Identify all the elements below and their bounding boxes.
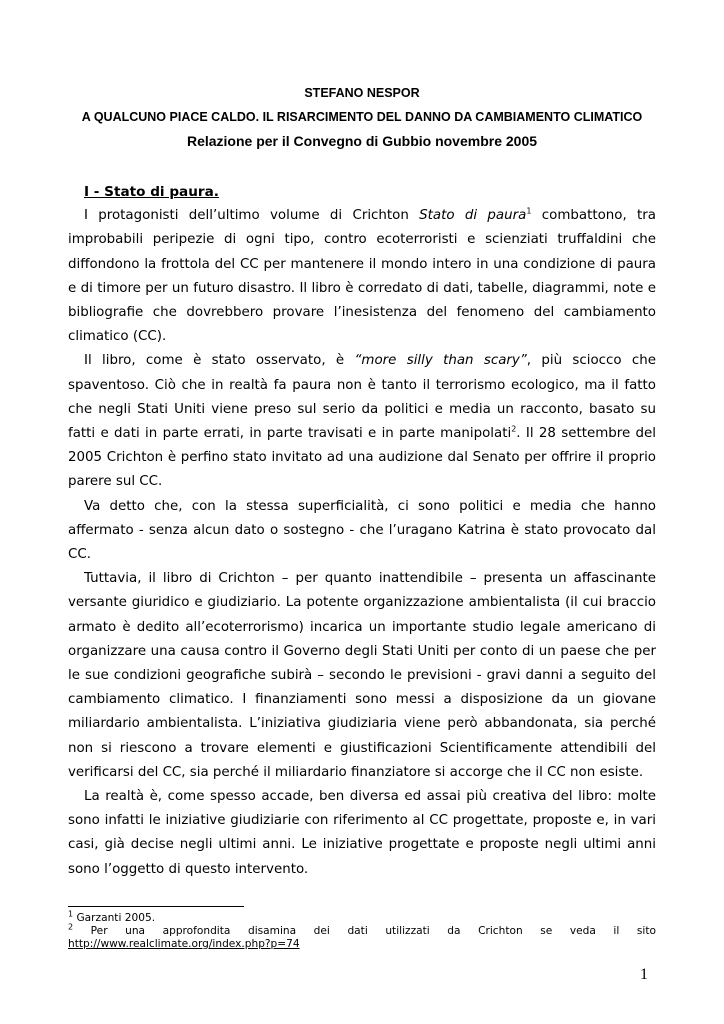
document-subtitle: Relazione per il Convegno di Gubbio novembre 2005 (186, 133, 538, 149)
footnote-1-text: Garzanti 2005. (73, 912, 156, 924)
footnote-separator (68, 906, 244, 907)
document-title: A QUALCUNO PIACE CALDO. IL RISARCIMENTO DEL DANNO DA CAMBIAMENTO CLIMATICO (81, 110, 643, 124)
paragraph-1-text-b: combattono, tra improbabili peripezie di ogni tipo, contro ecoterroristi e scienziati truffaldini che diffondono la frottola del CC per mantenere il mondo intero in una condizione di paura e di timore per un futuro disastro. Il libro è corredato di dati, tabelle, diagrammi, note e bibliografie che dovrebbero provare l’inesistenza del fenomeno del cambiamento climatico (CC). (68, 208, 656, 345)
paragraph-1 (68, 204, 656, 349)
paragraph-5: La realtà è, come spesso accade, ben diversa ed assai più creativa del libro: molte sono infatti le iniziative giudiziarie con riferimento al CC progettate, proposte e, in vari casi, già decise negli ultimi anni. Le iniziative progettate e proposte negli ultimi anni sono l’oggetto di questo intervento. (68, 789, 656, 877)
footnote-ref-1: 1 (526, 206, 532, 216)
paragraph-2-text-b: , più sciocco che spaventoso. Ciò che in realtà fa paura non è tanto il terrorismo ecologico, ma il fatto che negli Stati Uniti viene preso sul serio da politici e media un racconto, basato su fatti e dati in parte errati, in parte travisati e in parte manipolati (68, 353, 656, 442)
page-number: 1 (640, 966, 648, 983)
paragraph-3: Va detto che, con la stessa superficialità, ci sono politici e media che hanno affermato - senza alcun dato o sostegno - che l’uragano Katrina è stato provocato dal CC. (68, 498, 656, 563)
paragraph-2-text-a: Il libro, come è stato osservato, è (84, 353, 355, 369)
footnote-link[interactable]: http://www.realclimate.org/index.php?p=74 (68, 938, 300, 950)
paragraph-4: Tuttavia, il libro di Crichton – per quanto inattendibile – presenta un affascinante versante giuridico e giudiziario. La potente organizzazione ambientalista (il cui braccio armato è dedito all’ecoterrorismo) incarica un importante studio legale americano di organizzare una causa contro il Governo degli Stati Uniti per conto di un paese che per le sue condizioni geografiche subirà – secondo le previsioni - gravi danni a seguito del cambiamento climatico. I finanziamenti sono messi a disposizione da un giovane miliardario ambientalista. L’iniziativa giudiziaria viene però abbandonata, sia perché non si riescono a trovare elementi e giustificazioni Scientificamente attendibili del verificarsi del CC, sia perché il miliardario finanziatore si accorge che il CC non esiste. (68, 571, 656, 780)
footnote-ref-2: 2 (511, 424, 517, 434)
paragraph-1-text-a: I protagonisti dell’ultimo volume di Crichton (84, 208, 420, 224)
document-body (68, 180, 656, 882)
footnote-2-text: Per una approfondita disamina dei dati utilizzati da Crichton se veda il sito (73, 925, 656, 937)
paragraph-2-text-c: . Il 28 settembre del 2005 Crichton è perfino stato invitato ad una audizione dal Senato per offrire il proprio parere sul CC. (68, 426, 656, 490)
footnote-2-number: 2 (68, 922, 74, 932)
footnotes (68, 909, 656, 951)
author-name: STEFANO NESPOR (304, 86, 420, 100)
footnote-1 (68, 909, 656, 925)
book-title: Stato di paura (419, 208, 527, 224)
section-heading: I - Stato di paura. (84, 184, 219, 200)
footnote-2 (68, 922, 656, 951)
footnote-1-number: 1 (68, 909, 74, 919)
paragraph-2 (68, 349, 656, 494)
quote-text: “more silly than scary” (354, 353, 527, 369)
